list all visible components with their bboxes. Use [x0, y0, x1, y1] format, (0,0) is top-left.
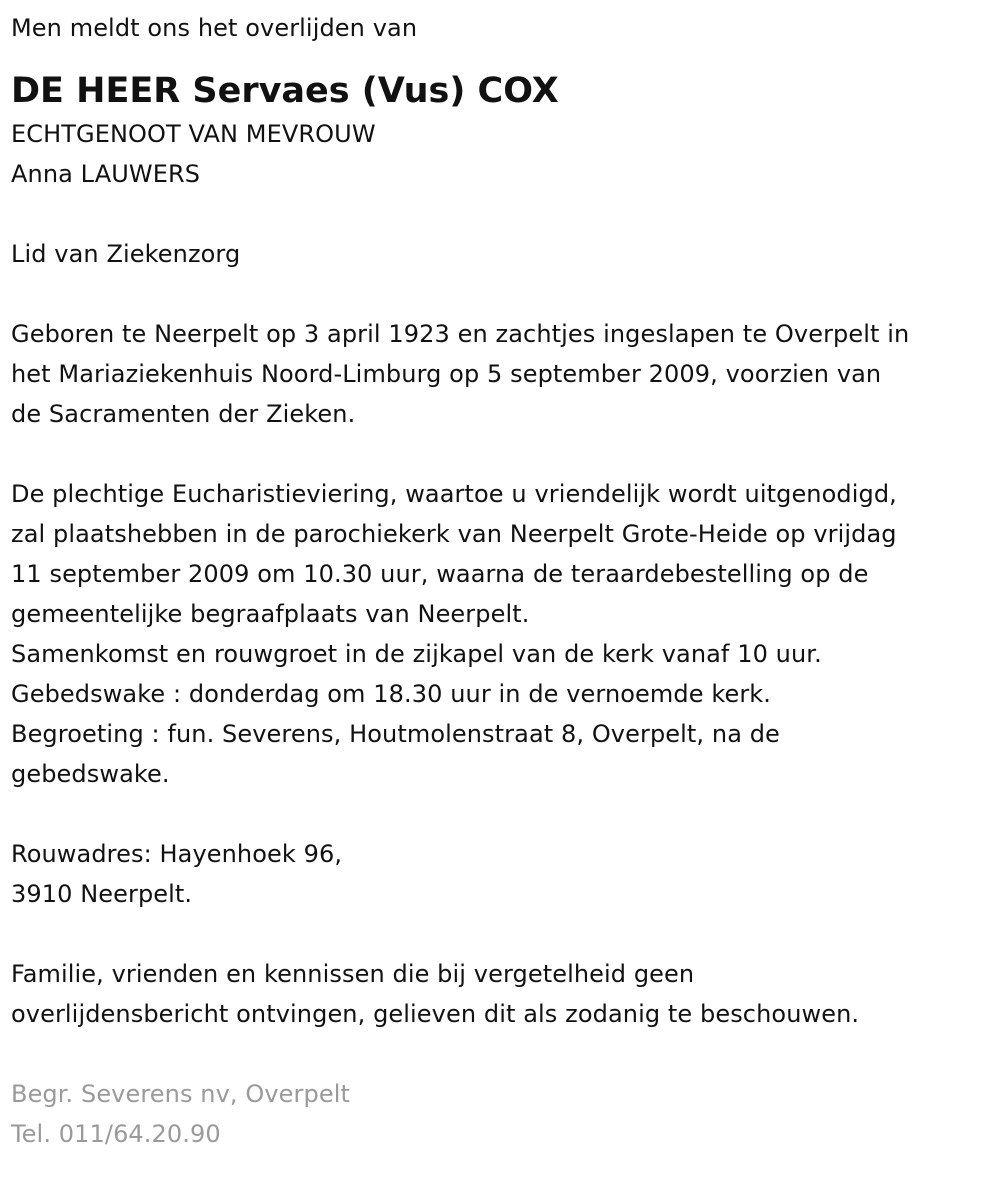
intro-line: Men meldt ons het overlijden van [11, 14, 418, 42]
address-line: Rouwadres: Hayenhoek 96, [11, 840, 343, 868]
ceremony-line: Begroeting : fun. Severens, Houtmolenstraat 8, Overpelt, na de [11, 720, 780, 748]
family-note-paragraph [11, 954, 1000, 1034]
address-line: 3910 Neerpelt. [11, 880, 193, 908]
ceremony-line: Gebedswake : donderdag om 18.30 uur in de vernoemde kerk. [11, 680, 772, 708]
spouse-block [11, 114, 1000, 194]
spouse-line-2: Anna LAUWERS [11, 160, 201, 188]
deceased-name: DE HEER Servaes (Vus) COX [11, 71, 559, 111]
ceremony-line: 11 september 2009 om 10.30 uur, waarna de teraardebestelling op de [11, 560, 869, 588]
family-note-line: overlijdensbericht ontvingen, gelieven dit als zodanig te beschouwen. [11, 1000, 860, 1028]
spouse-line-1: ECHTGENOOT VAN MEVROUW [11, 120, 376, 148]
membership-block [11, 234, 1000, 274]
address-block [11, 834, 1000, 914]
birth-death-line: Geboren te Neerpelt op 3 april 1923 en zachtjes ingeslapen te Overpelt in [11, 320, 910, 348]
ceremony-line: gebedswake. [11, 760, 170, 788]
ceremony-paragraph [11, 474, 1000, 794]
ceremony-line: De plechtige Eucharistieviering, waartoe u vriendelijk wordt uitgenodigd, [11, 480, 897, 508]
birth-death-line: het Mariaziekenhuis Noord-Limburg op 5 september 2009, voorzien van [11, 360, 882, 388]
birth-death-line: de Sacramenten der Zieken. [11, 400, 356, 428]
funeral-home-footer [11, 1074, 1000, 1154]
funeral-home-name: Begr. Severens nv, Overpelt [11, 1080, 350, 1108]
membership-line: Lid van Ziekenzorg [11, 240, 241, 268]
birth-death-paragraph [11, 314, 1000, 434]
ceremony-line: Samenkomst en rouwgroet in de zijkapel van de kerk vanaf 10 uur. [11, 640, 822, 668]
family-note-line: Familie, vrienden en kennissen die bij vergetelheid geen [11, 960, 695, 988]
funeral-home-phone: Tel. 011/64.20.90 [11, 1120, 221, 1148]
ceremony-line: zal plaatshebben in de parochiekerk van Neerpelt Grote-Heide op vrijdag [11, 520, 897, 548]
ceremony-line: gemeentelijke begraafplaats van Neerpelt. [11, 600, 530, 628]
